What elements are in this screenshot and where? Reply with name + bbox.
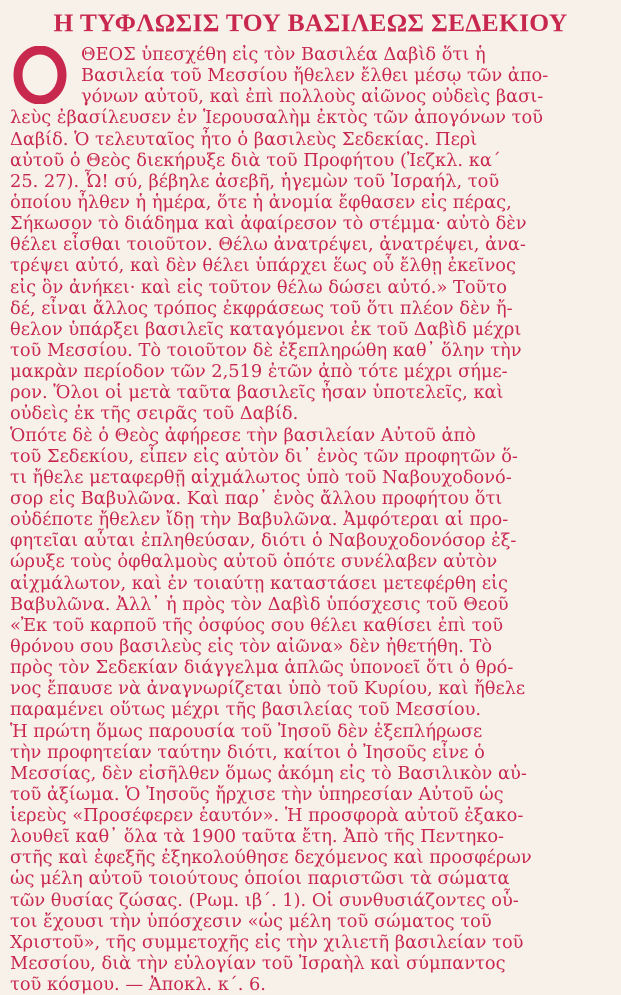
article-line: λεὺς ἐβασίλευσεν ἐν Ἱερουσαλὴμ ἐκτὸς τῶν ἀπογόνων τοῦ bbox=[10, 107, 543, 129]
article-line: ὡς μέλη αὐτοῦ τοιούτους ὁποίοι παριστῶσι τὰ σώματα bbox=[10, 868, 510, 890]
article-line: ΘΕΟΣ ὑπεσχέθη εἰς τὸν Βασιλέα Δαβὶδ ὅτι ἡ bbox=[81, 44, 486, 65]
dropcap-o-glyph bbox=[13, 46, 71, 104]
article-line: Βαβυλῶνα. Ἀλλ᾽ ἡ πρὸς τὸν Δαβὶδ ὑπόσχεσις τοῦ Θεοῦ bbox=[10, 593, 509, 615]
article-line: τοῦ κόσμου. — Ἀποκλ. κ´. 6. bbox=[10, 974, 266, 995]
article-line: 25. 27). Ὦ! σύ, βέβηλε ἀσεβῆ, ἡγεμὼν τοῦ Ἰσραήλ, τοῦ bbox=[10, 170, 500, 192]
article-line: τοῦ Μεσσίου. Τὸ τοιοῦτον δὲ ἐξεπληρώθη καθ᾽ ὅλην τὴν bbox=[10, 339, 522, 361]
article-line: τῶν θυσίας ζώσας. (Ρωμ. ιβ´. 1). Οἱ συνθυσιάζοντες οὗ- bbox=[10, 889, 519, 911]
article-line: Σήκωσον τὸ διάδημα καὶ ἀφαίρεσον τὸ στέμμα· αὐτὸ δὲν bbox=[10, 213, 527, 235]
article-line: ὁποίου ἦλθεν ἡ ἡμέρα, ὅτε ἡ ἀνομία ἔφθασεν εἰς πέρας, bbox=[10, 191, 512, 213]
article-line: Ὁπότε δὲ ὁ Θεὸς ἀφήρεσε τὴν βασιλείαν Αὐτοῦ ἀπὸ bbox=[10, 424, 476, 446]
article-line: πρὸς τὸν Σεδεκίαν διάγγελμα ἁπλῶς ὑπονοεῖ ὅτι ὁ θρό- bbox=[10, 657, 514, 679]
article-line: Δαβίδ. Ὁ τελευταῖος ἦτο ὁ βασιλεὺς Σεδεκίας. Περὶ bbox=[10, 128, 478, 150]
article-line: τρέψει αὐτό, καὶ δὲν θέλει ὑπάρχει ἕως οὗ ἔλθῃ ἐκεῖνος bbox=[10, 255, 516, 277]
article-line: στῆς καὶ ἐφεξῆς ἐξηκολούθησε δεχόμενος καὶ προσφέρων bbox=[10, 847, 532, 869]
article-line: νος ἔπαυσε νὰ ἀναγνωρίζεται ὑπὸ τοῦ Κυρίου, καὶ ἤθελε bbox=[10, 678, 526, 700]
article-lines bbox=[10, 44, 611, 995]
article-line: ἱερεὺς «Προσέφερεν ἑαυτόν». Ἡ προσφορὰ αὐτοῦ ἐξακο- bbox=[10, 805, 524, 827]
article-line: θελον ὑπάρξει βασιλεῖς καταγόμενοι ἐκ τοῦ Δαβὶδ μέχρι bbox=[10, 318, 522, 340]
article-line: θέλει εἶσθαι τοιοῦτον. Θέλω ἀνατρέψει, ἀνατρέψει, ἀνα- bbox=[10, 234, 526, 256]
article-line: σορ εἰς Βαβυλῶνα. Καὶ παρ᾽ ἑνὸς ἄλλου προφήτου ὅτι bbox=[10, 487, 503, 509]
article-line: «Ἐκ τοῦ καρποῦ τῆς ὀσφύος σου θέλει καθίσει ἐπὶ τοῦ bbox=[10, 614, 504, 636]
article-line: Μεσσίας, δὲν εἰσῆλθεν ὅμως ἀκόμη εἰς τὸ Βασιλικὸν αὐ- bbox=[10, 762, 527, 784]
article-line: τοι ἔχουσι τὴν ὑπόσχεσιν «ὡς μέλη τοῦ σώματος τοῦ bbox=[10, 910, 492, 932]
article-line: Βασιλεία τοῦ Μεσσίου ἤθελεν ἔλθει μέσῳ τῶν ἀπο- bbox=[81, 65, 549, 87]
article-line: φητεῖαι αὗται ἐπληθεύσαν, διότι ὁ Ναβουχοδονόσορ ἐξ- bbox=[10, 530, 517, 552]
article-line: τὴν προφητείαν ταύτην διότι, καίτοι ὁ Ἰησοῦς εἶνε ὁ bbox=[10, 741, 485, 763]
article-line: δέ, εἶναι ἄλλος τρόπος ἐκφράσεως τοῦ ὅτι πλέον δὲν ἤ- bbox=[10, 297, 513, 319]
article-body bbox=[10, 44, 611, 995]
article-line: οὐδεὶς ἐκ τῆς σειρᾶς τοῦ Δαβίδ. bbox=[10, 403, 299, 425]
article-line: αὐτοῦ ὁ Θεὸς διεκήρυξε διὰ τοῦ Προφήτου (Ἰεζκλ. κα´ bbox=[10, 149, 501, 171]
article-line: τοῦ ἀξίωμα. Ὁ Ἰησοῦς ἤρχισε τὴν ὑπηρεσίαν Αὐτοῦ ὡς bbox=[10, 783, 504, 805]
article-line: παραμένει οὕτως μέχρι τῆς βασιλείας τοῦ Μεσσίου. bbox=[10, 699, 482, 721]
article-line: μακρὰν περίοδον τῶν 2,519 ἐτῶν ἀπὸ τότε μέχρι σήμε- bbox=[10, 361, 508, 383]
article-line: εἰς ὃν ἀνήκει· καὶ εἰς τοῦτον θέλω δώσει αὐτό.» Τοῦτο bbox=[10, 276, 507, 298]
article-line: γόνων αὐτοῦ, καὶ ἐπὶ πολλοὺς αἰῶνος οὐδεὶς βασι- bbox=[81, 86, 544, 108]
article-line: τοῦ Σεδεκίου, εἶπεν εἰς αὐτὸν δι᾽ ἑνὸς τῶν προφητῶν ὅ- bbox=[10, 445, 518, 467]
article-line: αἰχμάλωτον, καὶ ἐν τοιαύτῃ καταστάσει μετεφέρθη εἰς bbox=[10, 572, 508, 594]
article-line: ρον. Ὅλοι οἱ μετὰ ταῦτα βασιλεῖς ἦσαν ὑποτελεῖς, καὶ bbox=[10, 382, 504, 404]
article-line: Ἡ πρώτη ὅμως παρουσία τοῦ Ἰησοῦ δὲν ἐξεπλήρωσε bbox=[10, 720, 483, 742]
article-title: Η ΤΥΦΛΩΣΙΣ ΤΟΥ ΒΑΣΙΛΕΩΣ ΣΕΔΕΚΙΟΥ bbox=[53, 8, 568, 37]
dropcap-letter bbox=[13, 44, 71, 102]
article-line: θρόνου σου βασιλεὺς εἰς τὸν αἰῶνα» δὲν ἠθετήθη. Τὸ bbox=[10, 635, 493, 657]
article-line: ώρυξε τοὺς ὀφθαλμοὺς αὐτοῦ ὁπότε συνέλαβεν αὐτὸν bbox=[10, 551, 498, 573]
article-line: οὐδέποτε ἤθελεν ἴδῃ τὴν Βαβυλῶνα. Ἀμφότεραι αἱ προ- bbox=[10, 509, 509, 531]
article-line: Χριστοῦ», τῆς συμμετοχῆς εἰς τὴν χιλιετῆ βασιλείαν τοῦ bbox=[10, 931, 524, 953]
article-line: Μεσσίου, διὰ τὴν εὐλογίαν τοῦ Ἰσραὴλ καὶ σύμπαντος bbox=[10, 953, 506, 975]
article-line: τι ἤθελε μεταφερθῇ αἰχμάλωτος ὑπὸ τοῦ Ναβουχοδονό- bbox=[10, 466, 512, 488]
article-line: λουθεῖ καθ᾽ ὅλα τὰ 1900 ταῦτα ἔτη. Ἀπὸ τῆς Πεντηκο- bbox=[10, 826, 505, 848]
